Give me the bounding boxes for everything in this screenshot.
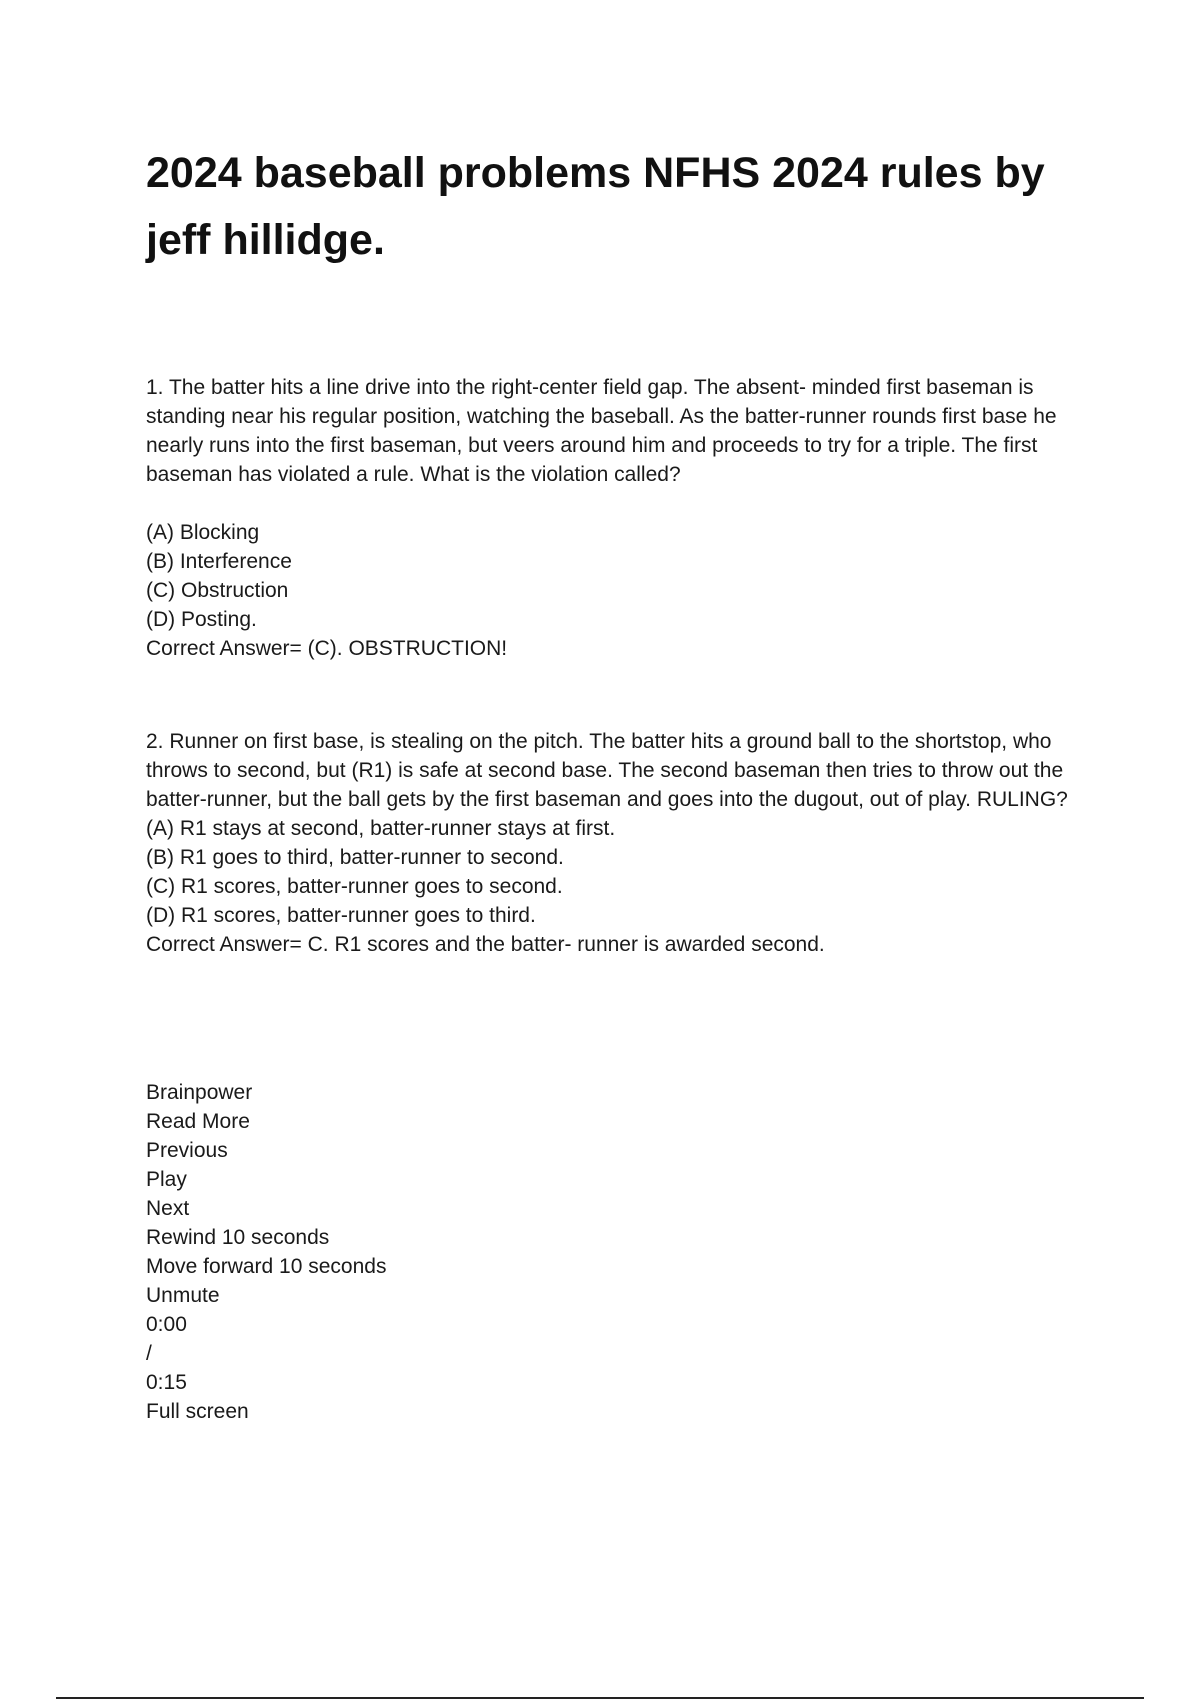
time-separator: / xyxy=(146,1342,152,1365)
question-1-choice-a: (A) Blocking xyxy=(146,521,260,544)
question-2-choice-d: (D) R1 scores, batter-runner goes to third. xyxy=(146,904,536,927)
question-2-choice-a: (A) R1 stays at second, batter-runner stays at first. xyxy=(146,817,616,840)
question-1 xyxy=(146,373,1096,663)
page-title: 2024 baseball problems NFHS 2024 rules by jeff hillidge. xyxy=(146,149,1045,264)
question-2-answer: Correct Answer= C. R1 scores and the batter- runner is awarded second. xyxy=(146,933,825,956)
previous-button[interactable]: Previous xyxy=(146,1139,228,1162)
question-1-choices xyxy=(146,518,1096,663)
question-1-choice-b: (B) Interference xyxy=(146,550,292,573)
player-brand-label: Brainpower xyxy=(146,1081,253,1104)
forward-button[interactable]: Move forward 10 seconds xyxy=(146,1255,387,1278)
current-time: 0:00 xyxy=(146,1313,187,1336)
read-more-link[interactable]: Read More xyxy=(146,1110,250,1133)
rewind-button[interactable]: Rewind 10 seconds xyxy=(146,1226,330,1249)
duration: 0:15 xyxy=(146,1371,187,1394)
fullscreen-button[interactable]: Full screen xyxy=(146,1400,249,1423)
question-2-choices xyxy=(146,814,1096,959)
question-1-choice-c: (C) Obstruction xyxy=(146,579,289,602)
play-button[interactable]: Play xyxy=(146,1168,187,1191)
question-2-choice-c: (C) R1 scores, batter-runner goes to second. xyxy=(146,875,563,898)
question-1-answer: Correct Answer= (C). OBSTRUCTION! xyxy=(146,637,508,660)
question-1-choice-d: (D) Posting. xyxy=(146,608,257,631)
question-2 xyxy=(146,727,1096,959)
video-player-controls xyxy=(146,1078,646,1426)
question-2-text: 2. Runner on first base, is stealing on the pitch. The batter hits a ground ball to the shortstop, who throws to second, but (R1) is safe at second base. The second baseman then tries to throw out the batter-runner, but the ball gets by the first baseman and goes into the dugout, out of play. RULING? xyxy=(146,730,1068,811)
question-1-text: 1. The batter hits a line drive into the right-center field gap. The absent- minded first baseman is standing near his regular position, watching the baseball. As the batter-runner rounds first base he nearly runs into the first baseman, but veers around him and proceeds to try for a triple. The first baseman has violated a rule. What is the violation called? xyxy=(146,376,1057,486)
bottom-divider xyxy=(56,1697,1144,1699)
next-button[interactable]: Next xyxy=(146,1197,190,1220)
question-2-choice-b: (B) R1 goes to third, batter-runner to second. xyxy=(146,846,564,869)
unmute-button[interactable]: Unmute xyxy=(146,1284,220,1307)
